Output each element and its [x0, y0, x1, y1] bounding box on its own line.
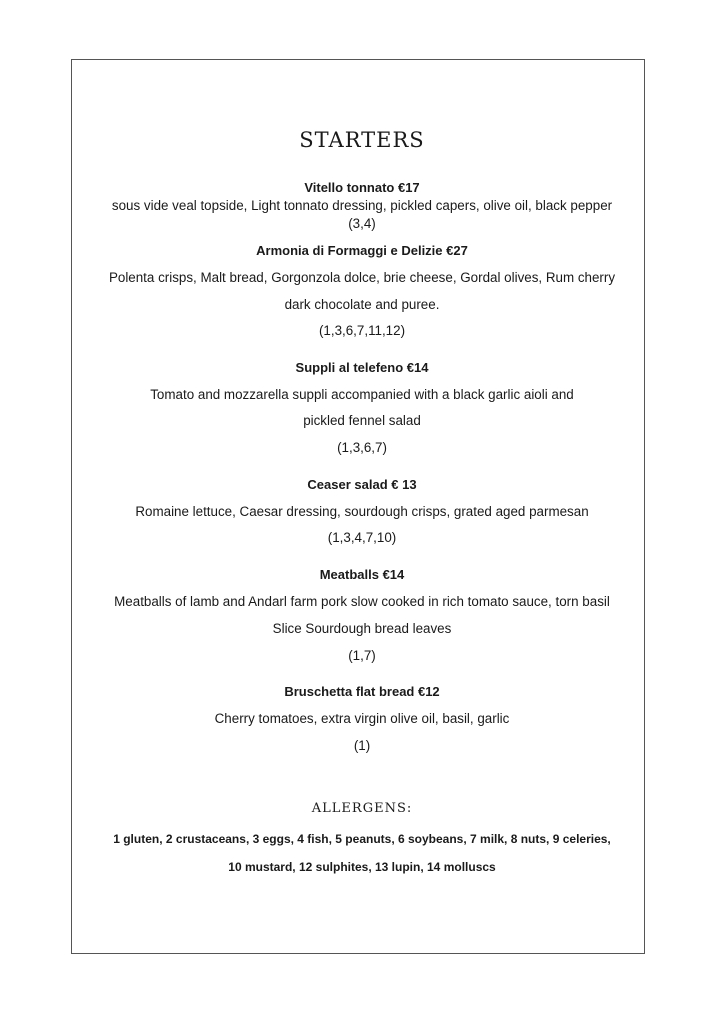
- item-description-suppli-line2: pickled fennel salad: [303, 413, 421, 428]
- item-allergens-ceaser-salad: (1,3,4,7,10): [327, 530, 397, 545]
- page-title: STARTERS: [299, 128, 425, 152]
- item-title-vitello-tonnato: Vitello tonnato €17: [304, 180, 420, 195]
- item-description-suppli-line1: Tomato and mozzarella suppli accompanied with a black garlic aioli and: [150, 387, 574, 402]
- item-title-bruschetta: Bruschetta flat bread €12: [284, 684, 440, 699]
- allergens-heading: ALLERGENS:: [311, 801, 413, 816]
- item-title-armonia: Armonia di Formaggi e Delizie €27: [256, 243, 468, 258]
- item-allergens-vitello-tonnato: (3,4): [348, 216, 376, 231]
- item-description-ceaser-salad: Romaine lettuce, Caesar dressing, sourdough crisps, grated aged parmesan: [135, 504, 589, 519]
- item-description-armonia-line2: dark chocolate and puree.: [284, 297, 440, 312]
- item-title-suppli: Suppli al telefeno €14: [295, 360, 429, 375]
- item-title-ceaser-salad: Ceaser salad € 13: [307, 477, 417, 492]
- item-allergens-bruschetta: (1): [353, 738, 371, 753]
- item-description-bruschetta: Cherry tomatoes, extra virgin olive oil, basil, garlic: [214, 711, 510, 726]
- item-description-vitello-tonnato: sous vide veal topside, Light tonnato dressing, pickled capers, olive oil, black pepper: [111, 198, 613, 213]
- item-title-meatballs: Meatballs €14: [319, 567, 405, 582]
- item-allergens-meatballs: (1,7): [348, 648, 376, 663]
- allergens-list-line1: 1 gluten, 2 crustaceans, 3 eggs, 4 fish, 5 peanuts, 6 soybeans, 7 milk, 8 nuts, 9 celeries,: [113, 832, 611, 846]
- item-allergens-armonia: (1,3,6,7,11,12): [318, 323, 406, 338]
- item-description-meatballs-line1: Meatballs of lamb and Andarl farm pork slow cooked in rich tomato sauce, torn basil: [114, 594, 610, 609]
- item-description-meatballs-line2: Slice Sourdough bread leaves: [272, 621, 452, 636]
- allergens-list-line2: 10 mustard, 12 sulphites, 13 lupin, 14 molluscs: [228, 860, 496, 874]
- item-allergens-suppli: (1,3,6,7): [337, 440, 387, 455]
- item-description-armonia-line1: Polenta crisps, Malt bread, Gorgonzola dolce, brie cheese, Gordal olives, Rum cherry: [108, 270, 616, 285]
